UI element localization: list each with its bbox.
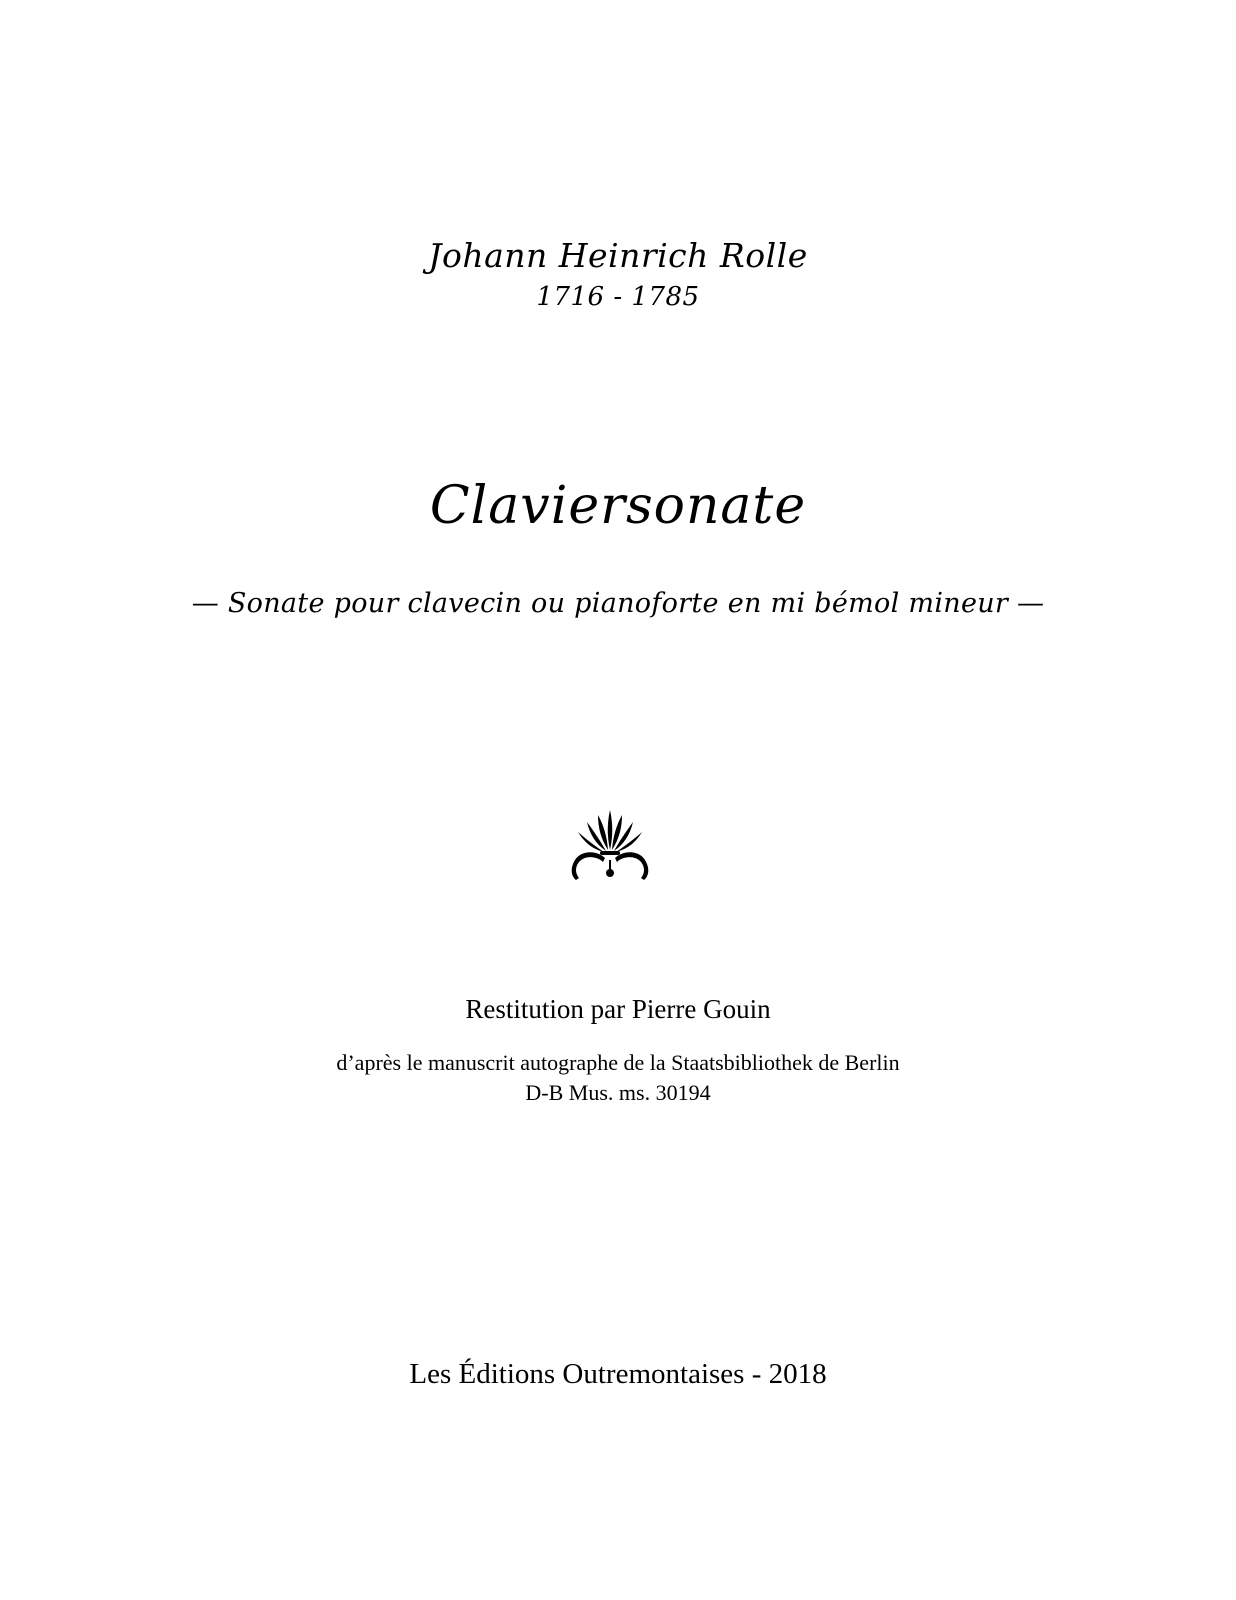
publisher-line: Les Éditions Outremontaises - 2018 [409,1358,827,1390]
fleuron-ornament-icon [567,806,653,884]
work-title: Claviersonate [429,476,807,536]
restitution-credit: Restitution par Pierre Gouin [465,994,771,1024]
work-subtitle: — Sonate pour clavecin ou pianoforte en mi bémol mineur — [191,588,1045,619]
manuscript-source: d’après le manuscrit autographe de la Staatsbibliothek de Berlin [336,1050,900,1075]
composer-name: Johann Heinrich Rolle [428,236,808,275]
composer-dates: 1716 - 1785 [536,282,700,312]
manuscript-shelfmark: D-B Mus. ms. 30194 [525,1080,711,1105]
